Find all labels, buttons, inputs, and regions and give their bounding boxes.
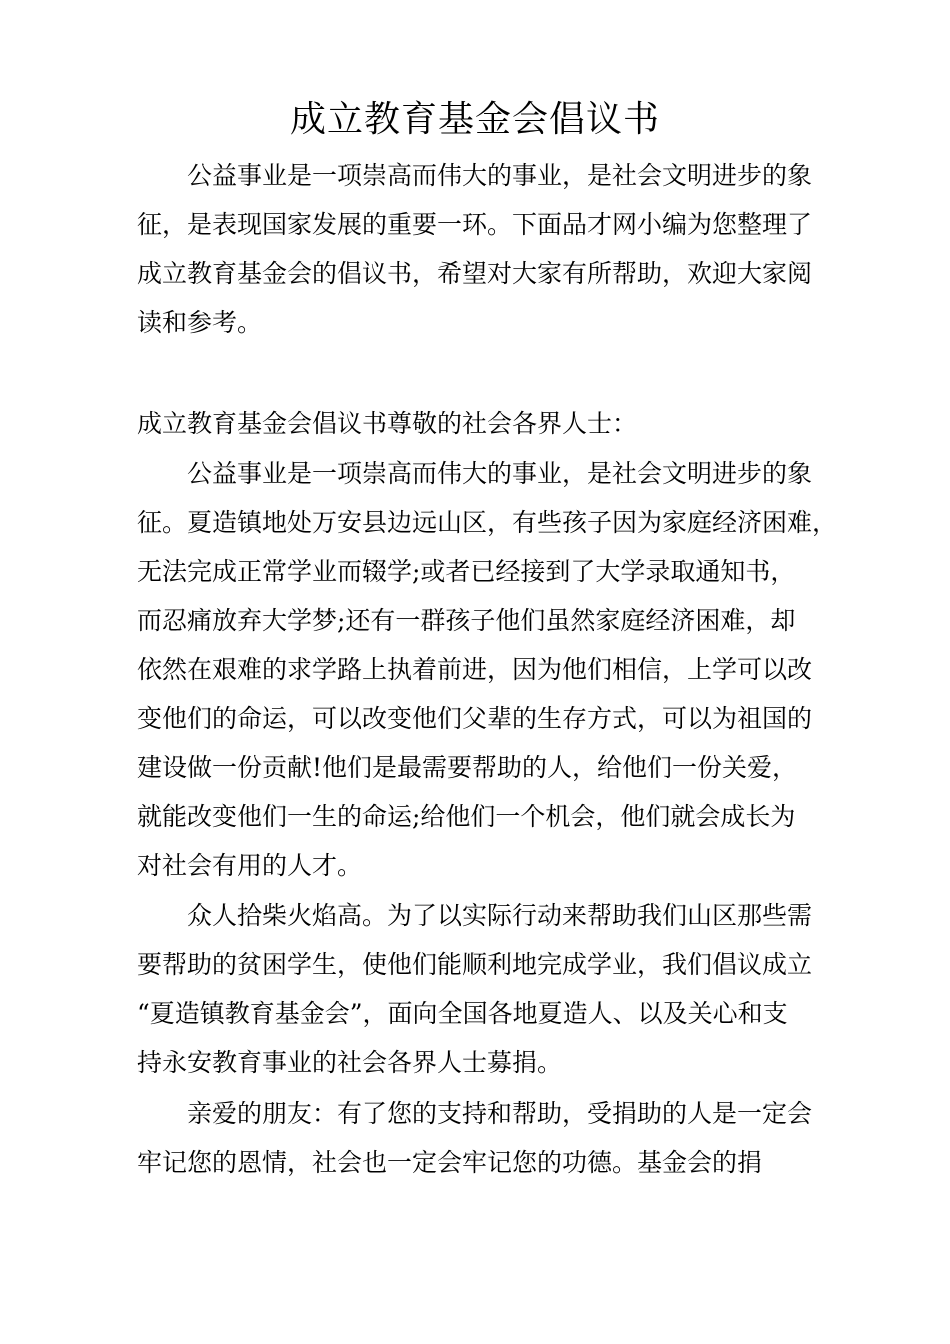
paragraph-line: 征。夏造镇地处万安县边远山区，有些孩子因为家庭经济困难， (137, 508, 838, 537)
paragraph-line: 就能改变他们一生的命运;给他们一个机会，他们就会成长为 (137, 802, 796, 831)
paragraph-line: 对社会有用的人才。 (137, 851, 363, 880)
paragraph-line: 建设做一份贡献!他们是最需要帮助的人，给他们一份关爱， (137, 753, 798, 782)
paragraph-line: 无法完成正常学业而辍学;或者已经接到了大学录取通知书， (137, 557, 796, 586)
intro-line: 读和参考。 (137, 308, 263, 337)
paragraph-line: 要帮助的贫困学生，使他们能顺利地完成学业，我们倡议成立 (137, 950, 813, 979)
paragraph-line: 变他们的命运，可以改变他们父辈的生存方式，可以为祖国的 (137, 704, 813, 733)
intro-line: 公益事业是一项崇高而伟大的事业，是社会文明进步的象 (187, 161, 813, 190)
paragraph-line: 亲爱的朋友：有了您的支持和帮助，受捐助的人是一定会 (187, 1099, 813, 1128)
salutation-line: 成立教育基金会倡议书尊敬的社会各界人士： (137, 409, 638, 438)
intro-line: 征，是表现国家发展的重要一环。下面品才网小编为您整理了 (137, 210, 813, 239)
paragraph-line: 而忍痛放弃大学梦;还有一群孩子他们虽然家庭经济困难，却 (137, 606, 796, 635)
paragraph-line: “夏造镇教育基金会”，面向全国各地夏造人、以及关心和支 (137, 999, 788, 1028)
document-title: 成立教育基金会倡议书 (289, 99, 660, 140)
paragraph-line: 持永安教育事业的社会各界人士募捐。 (137, 1048, 563, 1077)
paragraph-line: 公益事业是一项崇高而伟大的事业，是社会文明进步的象 (187, 459, 813, 488)
paragraph-line: 依然在艰难的求学路上执着前进，因为他们相信，上学可以改 (137, 655, 813, 684)
intro-line: 成立教育基金会的倡议书，希望对大家有所帮助，欢迎大家阅 (137, 259, 813, 288)
paragraph-line: 牢记您的恩情，社会也一定会牢记您的功德。基金会的捐 (137, 1148, 763, 1177)
paragraph-line: 众人拾柴火焰高。为了以实际行动来帮助我们山区那些需 (187, 901, 813, 930)
